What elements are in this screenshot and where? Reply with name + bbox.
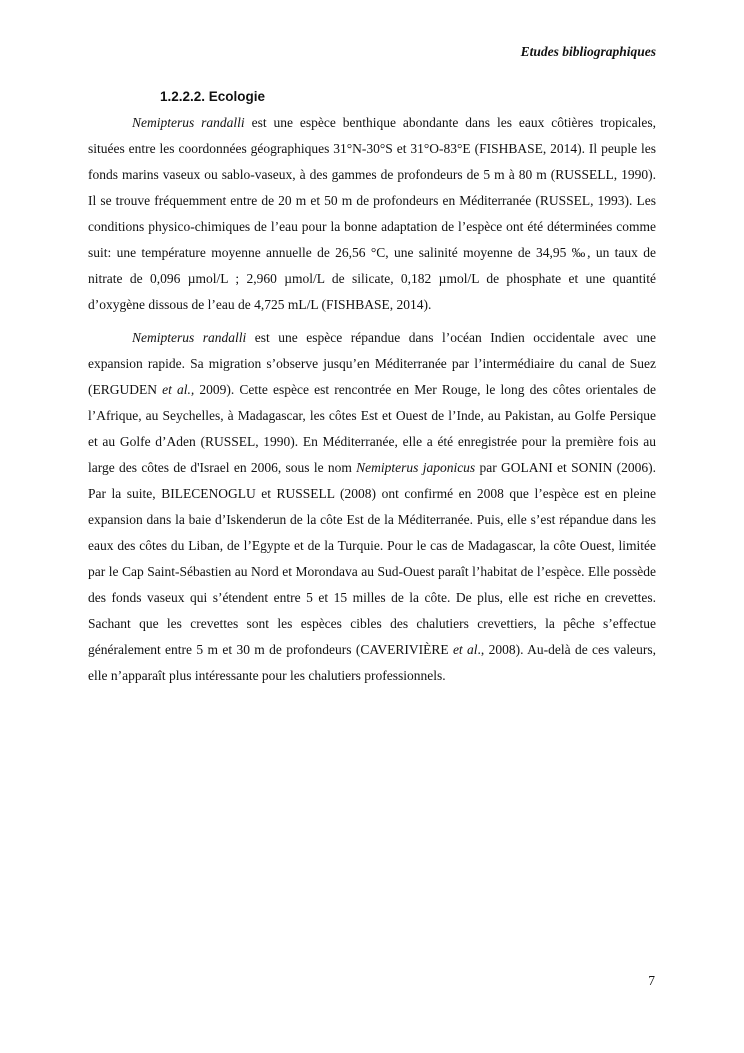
paragraph-2 xyxy=(88,325,656,689)
citation-etal: et al xyxy=(452,642,478,657)
species-name: Nemipterus randalli xyxy=(132,330,247,345)
body-text xyxy=(88,110,656,689)
species-name: Nemipterus randalli xyxy=(132,115,245,130)
paragraph-text: est une espèce répandue dans l’océan Indien occidentale avec une expansion rapide. Sa migration s’observe jusqu’en Méditerranée par l’intermédiaire du canal de Suez (ERGUDEN xyxy=(88,330,656,397)
page-number: 7 xyxy=(648,973,655,988)
paragraph-text: par GOLANI et SONIN (2006). Par la suite, BILECENOGLU et RUSSELL (2008) ont confirmé en 2008 que l’espèce est en pleine expansion dans la baie d’Iskenderun de la côte Est de la Méditerranée. Puis, elle s’est répandue dans les eaux des côtes du Liban, de l’Egypte et de la Turquie. Pour le cas de Madagascar, la côte Ouest, limitée par le Cap Saint-Sébastien au Nord et Morondava au Sud-Ouest paraît l’habitat de l’espèce. Elle possède des fonds vaseux qui s’étendent entre 5 et 15 milles de la côte. De plus, elle est riche en crevettes. Sachant que les crevettes sont les espèces cibles des chalutiers crevettiers, la pêche s’effectue généralement entre 5 m et 30 m de profondeurs (CAVERIVIÈRE xyxy=(88,460,656,657)
section-heading: 1.2.2.2. Ecologie xyxy=(160,89,266,104)
paragraph-1 xyxy=(88,110,656,318)
species-name: Nemipterus japonicus xyxy=(356,460,476,475)
citation-etal: et al., xyxy=(162,382,195,397)
paragraph-text: ., 2008). Au-delà de ces valeurs, elle n’apparaît plus intéressante pour les chalutiers professionnels. xyxy=(88,642,657,683)
paragraph-text: 2009). Cette espèce est rencontrée en Mer Rouge, le long des côtes orientales de l’Afrique, au Seychelles, à Madagascar, les côtes Est et Ouest de l’Inde, au Pakistan, au Golfe Persique et au Golfe d’Aden (RUSSEL, 1990). En Méditerranée, elle a été enregistrée pour la première fois au large des côtes de d'Israel en 2006, sous le nom xyxy=(88,382,656,475)
running-header: Etudes bibliographiques xyxy=(520,44,656,59)
paragraph-text: est une espèce benthique abondante dans les eaux côtières tropicales, situées entre les coordonnées géographiques 31°N-30°S et 31°O-83°E (FISHBASE, 2014). Il peuple les fonds marins vaseux ou sablo-vaseux, à des gammes de profondeurs de 5 m à 80 m (RUSSELL, 1990). Il se trouve fréquemment entre de 20 m et 50 m de profondeurs en Méditerranée (RUSSEL, 1993). Les conditions physico-chimiques de l’eau pour la bonne adaptation de l’espèce ont été déterminées comme suit: une température moyenne annuelle de 26,56 °C, une salinité moyenne de 34,95 ‰, un taux de nitrate de 0,096 µmol/L ; 2,960 µmol/L de silicate, 0,182 µmol/L de phosphate et une quantité d’oxygène dissous de l’eau de 4,725 mL/L (FISHBASE, 2014). xyxy=(88,115,656,312)
